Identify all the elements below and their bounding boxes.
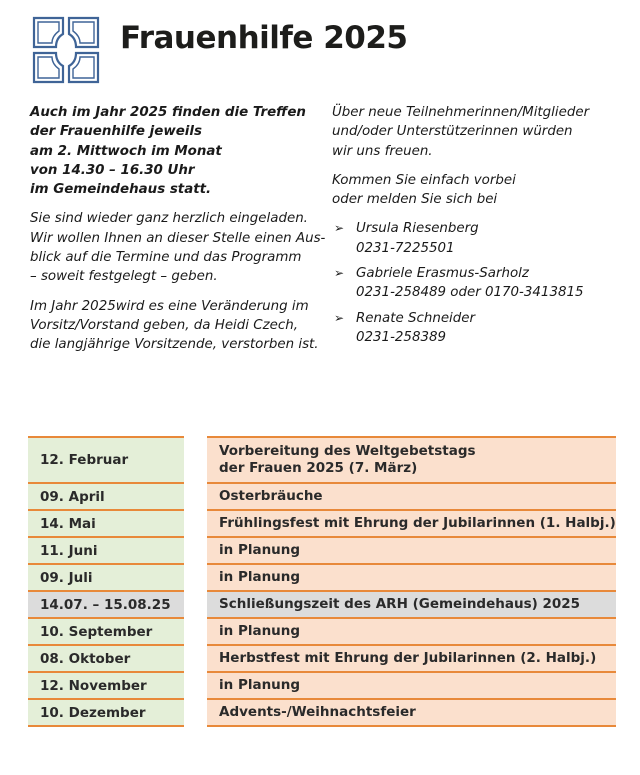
schedule-event: in Planung <box>207 673 616 700</box>
arrow-bullet-icon: ➢ <box>334 310 345 325</box>
newcomers-paragraph <box>332 103 622 161</box>
intro-line: am 2. Mittwoch im Monat <box>30 143 222 159</box>
contact-intro-line: oder melden Sie sich bei <box>332 192 498 208</box>
change-line: Im Jahr 2025wird es eine Veränderung im <box>30 298 309 314</box>
welcome-line: – soweit festgelegt – geben. <box>30 269 218 285</box>
contact-item <box>332 219 622 258</box>
schedule-row <box>28 619 616 646</box>
event-line: der Frauen 2025 (7. März) <box>219 460 418 476</box>
contact-intro-line: Kommen Sie einfach vorbei <box>332 172 516 188</box>
frauenhilfe-cross-logo-icon <box>30 14 102 86</box>
arrow-bullet-icon: ➢ <box>334 221 345 236</box>
schedule-date: 09. April <box>28 484 184 511</box>
schedule-date: 11. Juni <box>28 538 184 565</box>
schedule-event: in Planung <box>207 565 616 592</box>
intro-line: Auch im Jahr 2025 finden die Treffen <box>30 105 306 120</box>
schedule-event <box>207 436 616 484</box>
schedule-date: 10. September <box>28 619 184 646</box>
schedule-date: 10. Dezember <box>28 700 184 727</box>
intro-line: der Frauenhilfe jeweils <box>30 124 202 140</box>
right-column <box>332 103 622 353</box>
schedule-row <box>28 511 616 538</box>
newcomers-line: Über neue Teilnehmerinnen/Mitglieder <box>332 105 590 120</box>
schedule-date: 14. Mai <box>28 511 184 538</box>
change-line: Vorsitz/Vorstand geben, da Heidi Czech, <box>30 317 298 333</box>
change-paragraph <box>30 297 320 355</box>
schedule-row <box>28 673 616 700</box>
contact-phone: 0231-7225501 <box>356 240 455 256</box>
contact-name: Gabriele Erasmus-Sarholz <box>356 266 529 282</box>
welcome-paragraph <box>30 209 326 286</box>
newcomers-line: wir uns freuen. <box>332 143 433 159</box>
contact-phone: 0231-258389 <box>356 329 447 345</box>
left-column <box>30 103 326 365</box>
schedule-event: Osterbräuche <box>207 484 616 511</box>
schedule-event: in Planung <box>207 619 616 646</box>
welcome-line: blick auf die Termine und das Programm <box>30 250 302 266</box>
contact-intro-paragraph <box>332 171 622 210</box>
schedule-event: Advents-/Weihnachtsfeier <box>207 700 616 727</box>
intro-paragraph <box>30 103 320 199</box>
schedule-event: in Planung <box>207 538 616 565</box>
welcome-line: Wir wollen Ihnen an dieser Stelle einen Aus- <box>30 230 326 246</box>
event-line: Vorbereitung des Weltgebetstags <box>219 443 476 459</box>
intro-line: von 14.30 – 16.30 Uhr <box>30 162 195 178</box>
schedule-row <box>28 538 616 565</box>
schedule-date: 12. November <box>28 673 184 700</box>
arrow-bullet-icon: ➢ <box>334 266 345 281</box>
contact-phone: 0231-258489 oder 0170-3413815 <box>356 285 584 301</box>
intro-line: im Gemeindehaus statt. <box>30 182 212 198</box>
schedule-row <box>28 436 616 484</box>
schedule-row <box>28 700 616 727</box>
schedule-event: Herbstfest mit Ehrung der Jubilarinnen (2. Halbj.) <box>207 646 616 673</box>
schedule-table <box>28 436 616 727</box>
contact-name: Ursula Riesenberg <box>356 221 479 237</box>
schedule-event: Schließungszeit des ARH (Gemeindehaus) 2025 <box>207 592 616 619</box>
schedule-date: 09. Juli <box>28 565 184 592</box>
schedule-date: 08. Oktober <box>28 646 184 673</box>
schedule-date: 12. Februar <box>28 436 184 484</box>
contact-name: Renate Schneider <box>356 310 476 326</box>
welcome-line: Sie sind wieder ganz herzlich eingeladen. <box>30 211 308 227</box>
contact-item <box>332 309 622 348</box>
newcomers-line: und/oder Unterstützerinnen würden <box>332 124 573 140</box>
contact-item <box>332 264 622 303</box>
schedule-row <box>28 484 616 511</box>
schedule-event: Frühlingsfest mit Ehrung der Jubilarinnen (1. Halbj.) <box>207 511 616 538</box>
schedule-date: 14.07. – 15.08.25 <box>28 592 184 619</box>
schedule-row <box>28 646 616 673</box>
page-title: Frauenhilfe 2025 <box>120 20 408 56</box>
schedule-row-closure <box>28 592 616 619</box>
change-line: die langjährige Vorsitzende, verstorben ist. <box>30 337 319 353</box>
schedule-row <box>28 565 616 592</box>
